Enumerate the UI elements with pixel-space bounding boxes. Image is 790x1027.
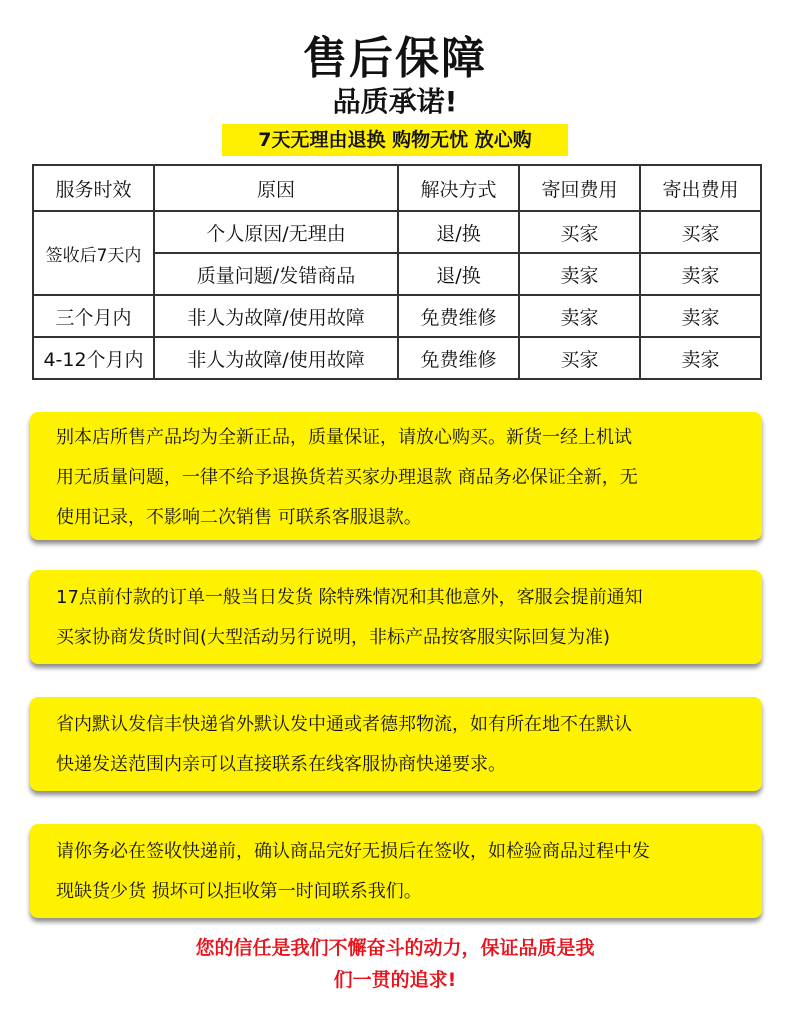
- note-line: 别本店所售产品均为全新正品，质量保证，请放心购买。新货一经上机试: [56, 427, 632, 448]
- note-shipping-time: [30, 570, 762, 664]
- footer-line-2: 们一贯的追求!: [333, 969, 457, 991]
- note-product-quality: [30, 412, 762, 540]
- cell-send-fee: 买家: [640, 211, 761, 253]
- note-line: 使用记录，不影响二次销售 可联系客服退款。: [56, 507, 422, 528]
- cell-reason: 非人为故障/使用故障: [154, 295, 398, 337]
- page-title: 售后保障: [303, 33, 487, 84]
- cell-send-fee: 卖家: [640, 295, 761, 337]
- note-line: 买家协商发货时间(大型活动另行说明，非标产品按客服实际回复为准): [56, 627, 611, 648]
- note-line: 现缺货少货 损坏可以拒收第一时间联系我们。: [56, 881, 422, 902]
- note-courier: [30, 697, 762, 791]
- footer-line-1: 您的信任是我们不懈奋斗的动力，保证品质是我: [195, 937, 595, 959]
- table-row: [33, 211, 761, 253]
- note-line: 请你务必在签收快递前，确认商品完好无损后在签收，如检验商品过程中发: [56, 841, 650, 862]
- table-header-row: [33, 165, 761, 211]
- column-header-solution: 解决方式: [398, 165, 519, 211]
- slogan-banner: 7天无理由退换 购物无忧 放心购: [222, 124, 568, 156]
- note-line: 17点前付款的订单一般当日发货 除特殊情况和其他意外，客服会提前通知: [56, 587, 643, 608]
- column-header-send-fee: 寄出费用: [640, 165, 761, 211]
- cell-return-fee: 买家: [519, 337, 640, 379]
- cell-send-fee: 卖家: [640, 253, 761, 295]
- cell-period: 4-12个月内: [33, 337, 154, 379]
- cell-return-fee: 卖家: [519, 253, 640, 295]
- cell-reason: 质量问题/发错商品: [154, 253, 398, 295]
- cell-return-fee: 买家: [519, 211, 640, 253]
- table-row: [33, 295, 761, 337]
- note-inspection: [30, 824, 762, 918]
- note-line: 用无质量问题，一律不给予退换货若买家办理退款 商品务必保证全新，无: [56, 467, 638, 488]
- cell-period: 三个月内: [33, 295, 154, 337]
- cell-solution: 免费维修: [398, 295, 519, 337]
- cell-solution: 免费维修: [398, 337, 519, 379]
- cell-reason: 个人原因/无理由: [154, 211, 398, 253]
- cell-send-fee: 卖家: [640, 337, 761, 379]
- cell-return-fee: 卖家: [519, 295, 640, 337]
- note-line: 省内默认发信丰快递省外默认发中通或者德邦物流，如有所在地不在默认: [56, 714, 632, 735]
- column-header-period: 服务时效: [33, 165, 154, 211]
- cell-reason: 非人为故障/使用故障: [154, 337, 398, 379]
- column-header-reason: 原因: [154, 165, 398, 211]
- cell-solution: 退/换: [398, 253, 519, 295]
- table-row: [33, 337, 761, 379]
- note-line: 快递发送范围内亲可以直接联系在线客服协商快递要求。: [56, 754, 506, 775]
- page-subtitle: 品质承诺!: [332, 85, 458, 118]
- cell-solution: 退/换: [398, 211, 519, 253]
- column-header-return-fee: 寄回费用: [519, 165, 640, 211]
- cell-period: 签收后7天内: [33, 211, 154, 295]
- after-sales-table: [32, 164, 762, 380]
